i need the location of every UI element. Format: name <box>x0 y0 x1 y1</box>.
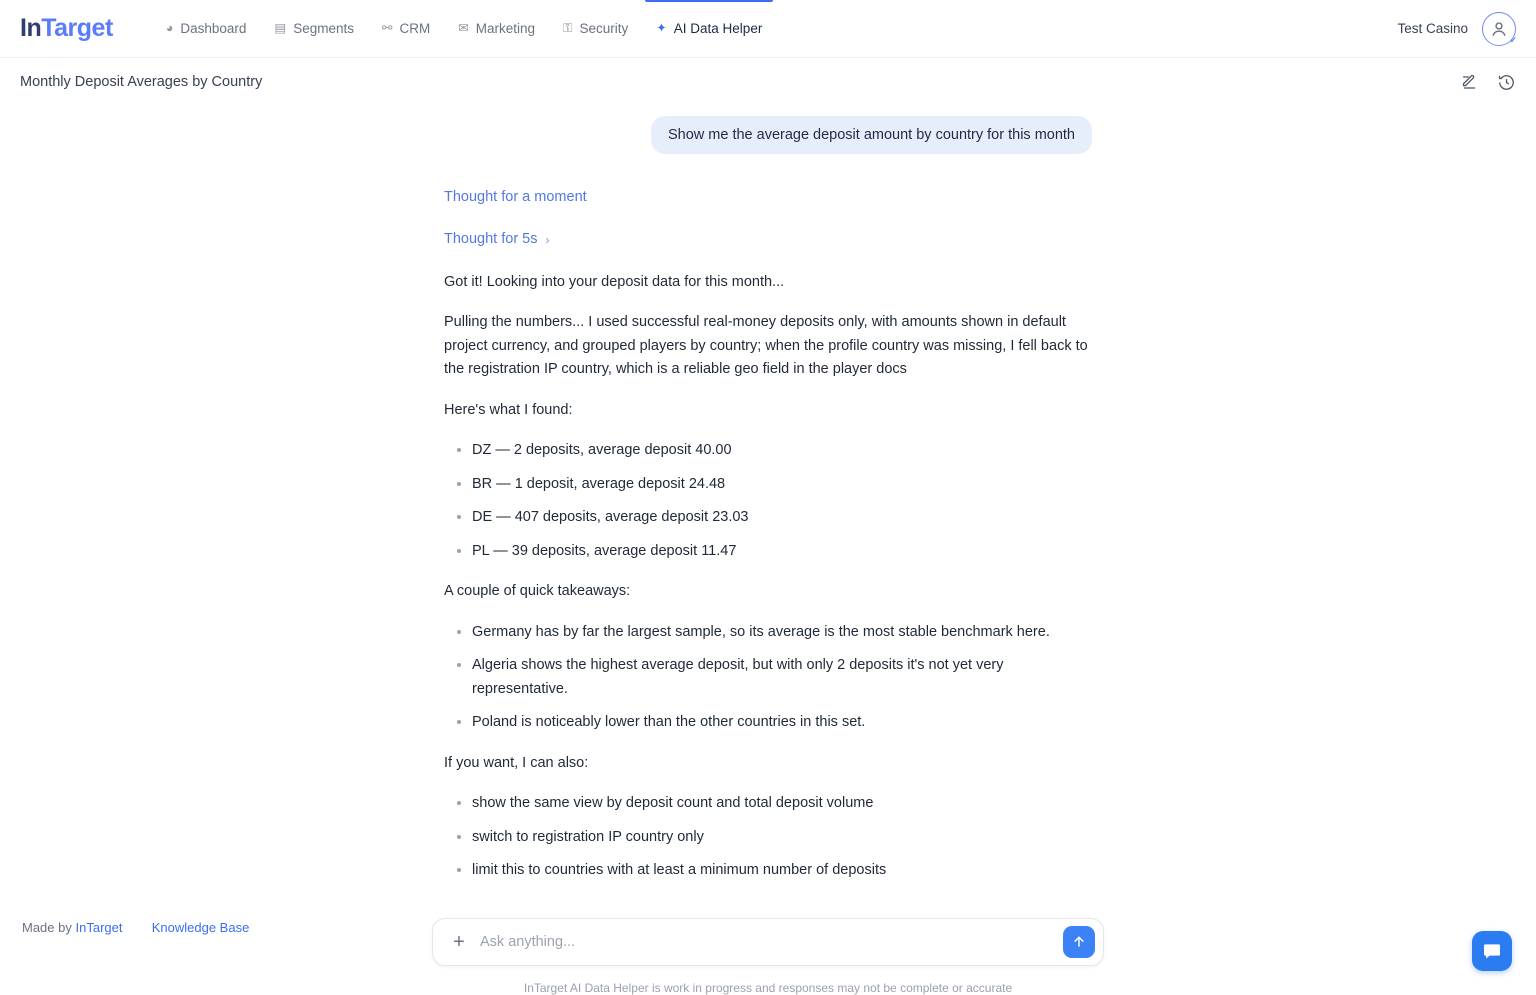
nav-item-label: AI Data Helper <box>673 21 763 36</box>
list-item: • Algeria shows the highest average deposit, but with only 2 deposits it's not yet very representative. <box>472 654 1092 701</box>
verified-check-icon: ✔ <box>1509 34 1517 45</box>
list-item: • BR — 1 deposit, average deposit 24.48 <box>472 473 1092 496</box>
send-button[interactable] <box>1063 926 1095 958</box>
user-message-row <box>0 116 1536 154</box>
list-item: • Poland is noticeably lower than the other countries in this set. <box>472 711 1092 734</box>
footer <box>22 920 249 935</box>
user-icon <box>1489 19 1509 39</box>
nav-item-label: Dashboard <box>180 21 247 36</box>
avatar[interactable] <box>1482 12 1516 46</box>
chat-bubble-icon <box>1482 941 1502 961</box>
composer-container <box>432 918 1104 995</box>
list-item: • show the same view by deposit count and total deposit volume <box>472 792 1092 815</box>
account-name: Test Casino <box>1397 21 1468 36</box>
composer-disclaimer: InTarget AI Data Helper is work in progress and responses may not be complete or accurate <box>523 981 1013 995</box>
chat-header-actions <box>1460 73 1516 92</box>
knowledge-base-link[interactable]: Knowledge Base <box>151 920 250 935</box>
brand-logo[interactable] <box>20 14 113 43</box>
nav-item-marketing[interactable] <box>447 0 546 57</box>
findings-label: Here's what I found: <box>444 401 573 418</box>
list-item: • DZ — 2 deposits, average deposit 40.00 <box>472 439 1092 462</box>
offers-label: If you want, I can also: <box>444 754 589 771</box>
made-by-label: Made by <box>22 920 72 935</box>
list-item: • limit this to countries with at least a minimum number of deposits <box>472 859 1092 882</box>
people-icon: ⚯ <box>382 21 393 36</box>
top-navigation-bar <box>0 0 1536 58</box>
envelope-icon: ✉ <box>458 21 469 36</box>
offers-list <box>444 792 1092 882</box>
thought-summary-2[interactable] <box>444 228 550 251</box>
nav-item-ai-data-helper[interactable] <box>645 0 773 57</box>
arrow-up-icon <box>1071 934 1087 950</box>
thought-summary-1[interactable] <box>444 186 587 209</box>
chevron-right-icon: › <box>545 232 550 247</box>
key-icon: ⚿ <box>563 21 573 36</box>
made-by-link[interactable]: InTarget <box>75 920 123 935</box>
takeaways-label: A couple of quick takeaways: <box>444 583 631 600</box>
brand-prefix: In <box>20 14 42 42</box>
composer <box>432 918 1104 966</box>
list-item: • DE — 407 deposits, average deposit 23.03 <box>472 506 1092 529</box>
assistant-intro-paragraph: Got it! Looking into your deposit data for this month... <box>444 273 785 290</box>
list-item: • PL — 39 deposits, average deposit 11.47 <box>472 540 1092 563</box>
nav-item-segments[interactable] <box>263 0 365 57</box>
sparkle-icon: ✦ <box>656 21 667 36</box>
layers-icon: ▤ <box>274 21 287 36</box>
nav-item-label: Marketing <box>475 21 535 36</box>
user-message-bubble: Show me the average deposit amount by country for this month <box>651 116 1092 154</box>
nav-item-security[interactable] <box>552 0 639 57</box>
nav-item-label: Security <box>579 21 629 36</box>
support-chat-button[interactable] <box>1472 931 1512 971</box>
chat-header <box>0 58 1536 106</box>
nav-item-label: CRM <box>399 21 431 36</box>
add-attachment-icon[interactable]: + <box>453 931 465 953</box>
list-item: • switch to registration IP country only <box>472 826 1092 849</box>
brand-suffix: Target <box>41 14 113 42</box>
thought-label: Thought for a moment <box>444 189 587 205</box>
history-clock-icon[interactable] <box>1497 73 1516 92</box>
pie-chart-icon: ◕ <box>165 21 174 36</box>
edit-square-icon[interactable] <box>1460 73 1479 92</box>
nav-items <box>155 0 774 57</box>
list-item: • Germany has by far the largest sample, so its average is the most stable benchmark here. <box>472 621 1092 644</box>
page-title: Monthly Deposit Averages by Country <box>20 74 263 90</box>
takeaways-list <box>444 621 1092 735</box>
assistant-method-paragraph: Pulling the numbers... I used successful real-money deposits only, with amounts shown in default project currency, and grouped players by country; when the profile country was missing, I fell back to the registration IP country, which is a reliable geo field in the player docs <box>444 314 1088 378</box>
nav-item-crm[interactable] <box>371 0 441 57</box>
assistant-message <box>444 154 1092 883</box>
findings-list <box>444 439 1092 563</box>
nav-item-label: Segments <box>293 21 354 36</box>
nav-item-dashboard[interactable] <box>155 0 258 57</box>
chat-input[interactable] <box>471 933 1063 951</box>
nav-right-group <box>1397 12 1516 46</box>
thought-label: Thought for 5s <box>444 231 538 248</box>
